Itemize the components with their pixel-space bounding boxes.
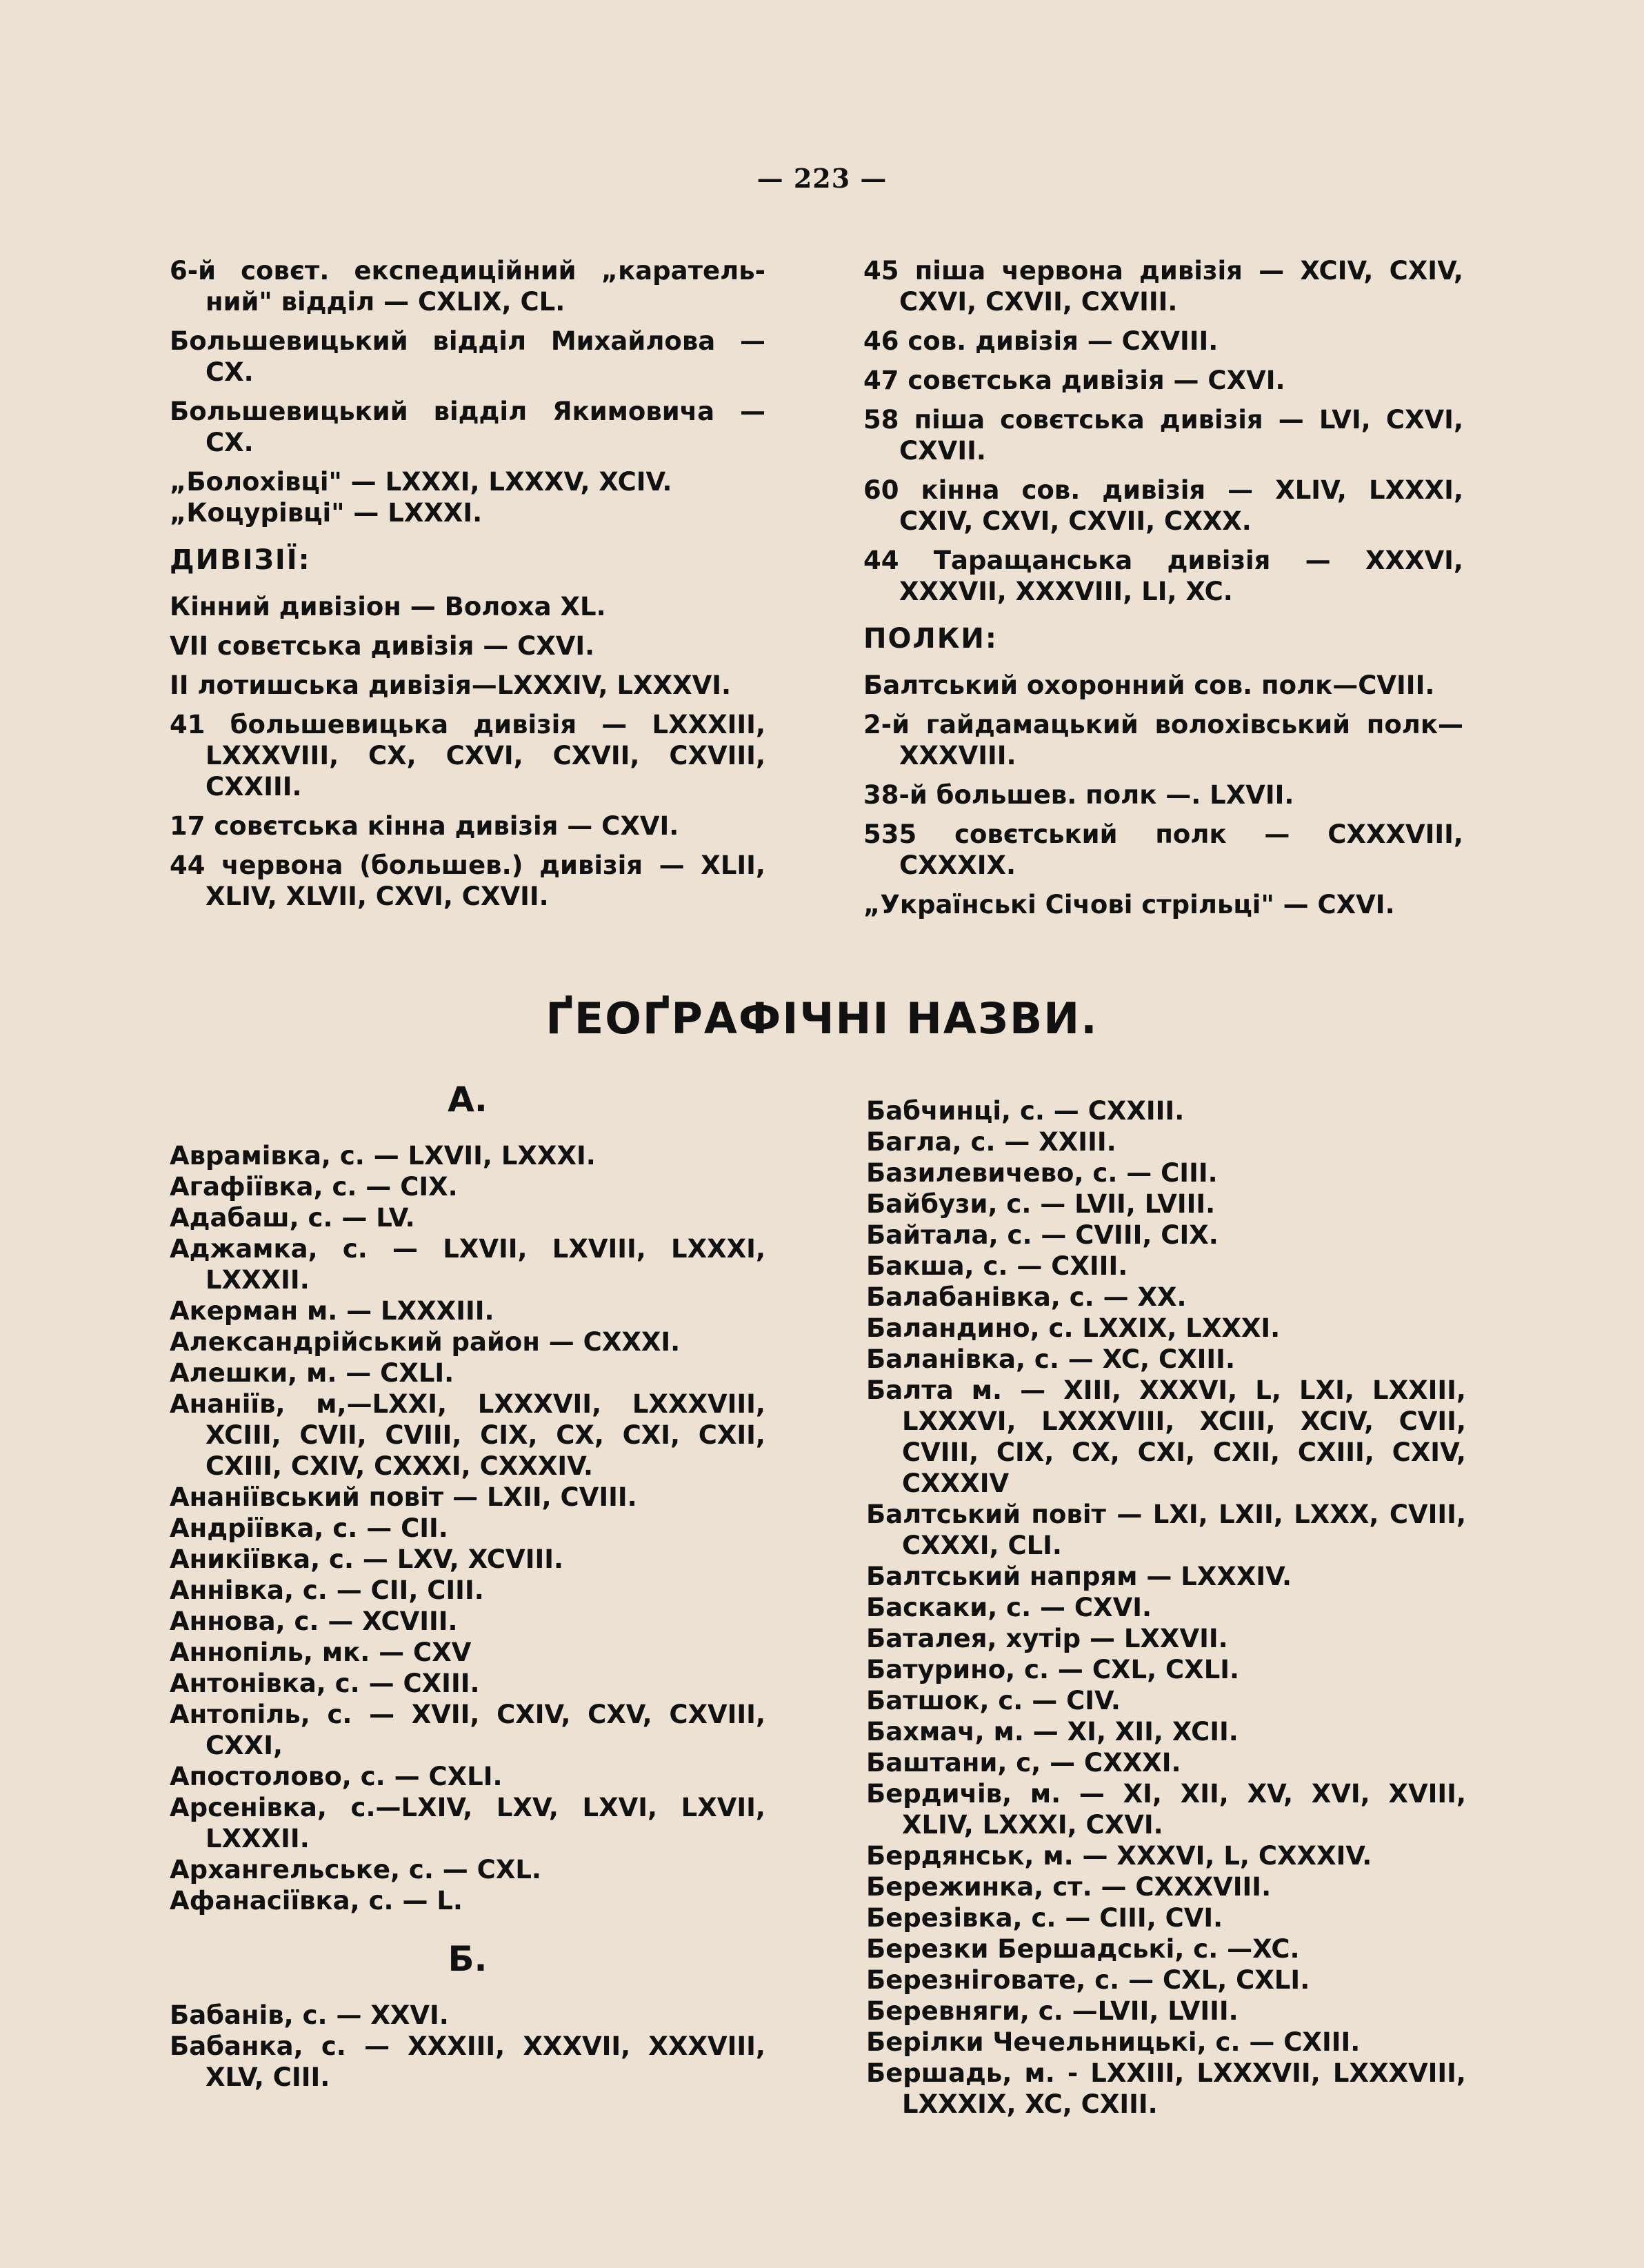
place-entry: Антонівка, с. — CXIII.	[170, 1669, 480, 1698]
place-entry: Базилевичево, с. — CIII.	[866, 1158, 1218, 1188]
place-entry: Березніговате, с. — CXL, CXLI.	[866, 1965, 1310, 1995]
place-entry: Агафіївка, с. — CIX.	[170, 1172, 458, 1202]
index-entry: „Болохівці" — LXXXI, LXXXV, XCIV.	[170, 467, 672, 497]
letter-heading-b: Б.	[448, 1939, 488, 1979]
place-entry: Бершадь, м. - LXXIII, LXXXVII, LXXXVIII, LXXXIX, XC, CXIII.	[866, 2058, 1466, 2119]
place-entry: Афанасіївка, с. — L.	[170, 1886, 463, 1916]
place-entry: Баланівка, с. — XC, CXIII.	[866, 1344, 1236, 1374]
index-entry: 46 сов. дивізія — CXVIII.	[863, 326, 1219, 356]
index-entry: 2-й гайдамацький волохівський полк—XXXVIII.	[863, 710, 1463, 770]
place-entry: Ананіїв, м,—LXXI, LXXXVII, LXXXVIII, XCIII, CVII, CVIII, CIX, CX, CXI, CXII, CXIII, CXIV, CXXXI, CXXXIV.	[170, 1389, 765, 1481]
index-entry: 41 большевицька дивізія — LXXXIII, LXXXVIII, CX, CXVI, CXVII, CXVIII, CXXIII.	[170, 710, 765, 802]
place-entry: Баландино, с. LXXIX, LXXXI.	[866, 1313, 1281, 1343]
place-entry: Бердянськ, м. — XXXVI, L, CXXXIV.	[866, 1841, 1372, 1871]
place-entry: Балтський повіт — LXI, LXII, LXXX, CVIII, CXXXI, CLI.	[866, 1500, 1466, 1560]
place-entry: Батурино, с. — CXL, CXLI.	[866, 1655, 1240, 1684]
index-entry: Кінний дивізіон — Волоха XL.	[170, 592, 606, 621]
index-entry: „Українські Січові стрільці" — CXVI.	[863, 890, 1395, 919]
place-entry: Бабанів, с. — XXVI.	[170, 2000, 449, 2030]
bottom-right-column	[866, 1095, 1466, 2120]
section-subheading-divisions: ДИВІЗІЇ:	[170, 544, 311, 576]
place-entry: Андріївка, с. — CII.	[170, 1513, 448, 1543]
letter-heading-a: А.	[448, 1080, 488, 1120]
index-entry: 60 кінна сов. дивізія — XLIV, LXXXI, CXIV, CXVI, CXVII, CXXX.	[863, 475, 1463, 536]
place-entry: Аджамка, с. — LXVII, LXVIII, LXXXI, LXXXII.	[170, 1234, 765, 1295]
place-entry: Аврамівка, с. — LXVII, LXXXI.	[170, 1141, 596, 1171]
place-entry: Бахмач, м. — XI, XII, XCII.	[866, 1717, 1239, 1747]
place-entry: Баталея, хутір — LXXVII.	[866, 1624, 1228, 1653]
place-entry: Ананіївський повіт — LXII, CVIII.	[170, 1482, 637, 1512]
place-entry: Аннова, с. — XCVIII.	[170, 1606, 458, 1636]
place-entry: Байтала, с. — CVIII, CIX.	[866, 1220, 1219, 1250]
index-entry: Большевицький відділ Михайлова — CX.	[170, 326, 765, 387]
place-entry: Балта м. — XIII, XXXVI, L, LXI, LXXIII, LXXXVI, LXXXVIII, XCIII, XCIV, CVII, CVIII, CIX, CX, CXI, CXII, CXIII, CXIV, CXXXIV	[866, 1375, 1466, 1498]
place-entry: Беревняги, с. —LVII, LVIII.	[866, 1996, 1239, 2026]
place-entry: Баштани, с, — CXXXI.	[866, 1748, 1181, 1778]
index-entry: Балтський охоронний сов. полк—CVIII.	[863, 670, 1435, 700]
place-entry: Антопіль, с. — XVII, CXIV, CXV, CXVIII, CXXI,	[170, 1700, 765, 1760]
index-entry: 45 піша червона дивізія — XCIV, CXIV, CXVI, CXVII, CXVIII.	[863, 256, 1463, 317]
index-entry: 535 совєтський полк — CXXXVIII, CXXXIX.	[863, 819, 1463, 880]
place-entry: Балтський напрям — LXXXIV.	[866, 1562, 1292, 1591]
place-entry: Бережинка, ст. — CXXXVIII.	[866, 1872, 1272, 1902]
place-entry: Баскаки, с. — CXVI.	[866, 1593, 1152, 1622]
index-entry: II лотишська дивізія—LXXXIV, LXXXVI.	[170, 670, 732, 700]
place-entry: Бакша, с. — CXIII.	[866, 1251, 1128, 1281]
place-entry: Березки Бершадські, с. —XC.	[866, 1934, 1300, 1964]
index-entry: VII совєтська дивізія — CXVI.	[170, 631, 595, 661]
index-entry: 6-й совєт. експедиційний „каратель-ний" відділ — CXLIX, CL.	[170, 256, 765, 317]
place-entry: Берілки Чечельницькі, с. — CXIII.	[866, 2027, 1361, 2057]
index-entry: 38-й большев. полк —. LXVII.	[863, 780, 1294, 810]
place-entry: Багла, с. — XXIII.	[866, 1127, 1116, 1157]
place-entry: Аннопіль, мк. — CXV	[170, 1638, 472, 1667]
place-entry: Акерман м. — LXXXIII.	[170, 1296, 494, 1326]
place-entry: Бабчинці, с. — CXXIII.	[866, 1096, 1185, 1126]
place-entry: Байбузи, с. — LVII, LVIII.	[866, 1189, 1216, 1219]
place-entry: Апостолово, с. — CXLI.	[170, 1762, 503, 1791]
index-entry: 44 Таращанська дивізія — XXXVI, XXXVII, XXXVIII, LI, XC.	[863, 546, 1463, 606]
section-subheading-regiments: ПОЛКИ:	[863, 623, 998, 655]
bottom-left-column	[170, 1080, 765, 2093]
place-entry: Аннівка, с. — CII, CIII.	[170, 1575, 484, 1605]
top-left-column	[170, 255, 765, 920]
place-entry: Алешки, м. — CXLI.	[170, 1358, 454, 1388]
place-entry: Арсенівка, с.—LXIV, LXV, LXVI, LXVII, LXXXII.	[170, 1793, 765, 1853]
place-entry: Аникіївка, с. — LXV, XCVIII.	[170, 1544, 564, 1574]
section-title-geographic-names: ҐЕОҐРАФІЧНІ НАЗВИ.	[545, 993, 1099, 1044]
place-entry: Александрійський район — CXXXI.	[170, 1327, 681, 1357]
index-entry: 44 червона (большев.) дивізія — XLII, XLIV, XLVII, CXVI, CXVII.	[170, 850, 765, 911]
index-entry: 47 совєтська дивізія — CXVI.	[863, 366, 1285, 395]
page-number: — 223 —	[756, 163, 888, 194]
place-entry: Адабаш, с. — LV.	[170, 1203, 415, 1233]
place-entry: Батшок, с. — CIV.	[866, 1686, 1121, 1715]
top-right-column	[863, 255, 1463, 928]
place-entry: Балабанівка, с. — XX.	[866, 1282, 1187, 1312]
index-entry: Большевицький відділ Якимовича — CX.	[170, 397, 765, 457]
place-entry: Архангельське, с. — CXL.	[170, 1855, 541, 1884]
place-entry: Бердичів, м. — XI, XII, XV, XVI, XVIII, XLIV, LXXXI, CXVI.	[866, 1779, 1466, 1840]
index-entry: 58 піша совєтська дивізія — LVI, CXVI, CXVII.	[863, 405, 1463, 466]
place-entry: Березівка, с. — CIII, CVI.	[866, 1903, 1223, 1933]
place-entry: Бабанка, с. — XXXIII, XXXVII, XXXVIII, XLV, CIII.	[170, 2031, 765, 2092]
index-entry: „Коцурівці" — LXXXI.	[170, 498, 483, 528]
index-entry: 17 совєтська кінна дивізія — CXVI.	[170, 811, 679, 841]
